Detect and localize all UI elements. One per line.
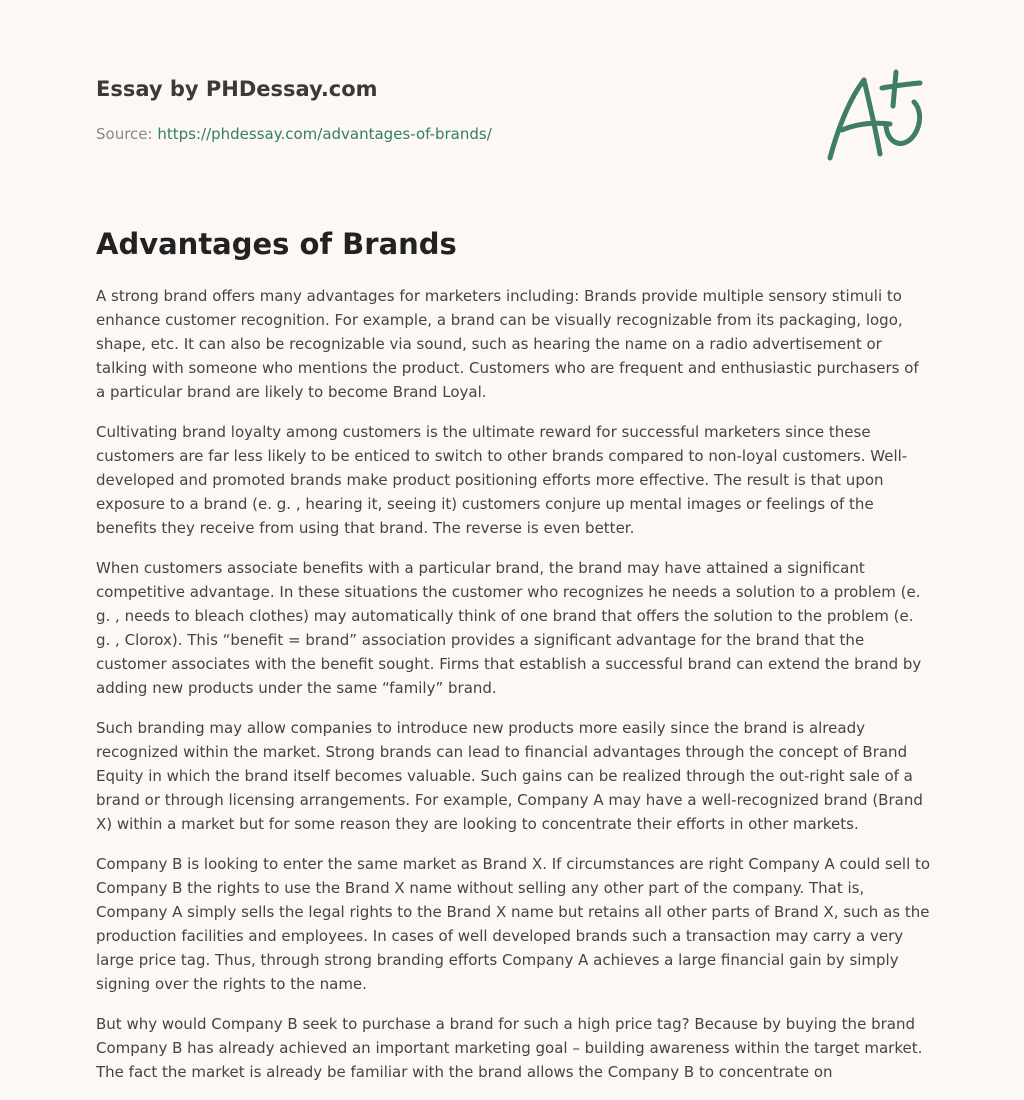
essay-paragraph: But why would Company B seek to purchase a brand for such a high price tag? Because by buying the brand Company B has already achieved an important marketing goal – building awareness within the target market. The fact the market is already be familiar with the brand allows the Company B to concentrate on: [96, 1015, 923, 1081]
essay-paragraph: A strong brand offers many advantages for marketers including: Brands provide multiple sensory stimuli to enhance customer recognition. For example, a brand can be visually recognizable from its packaging, logo, shape, etc. It can also be recognizable via sound, such as hearing the name on a radio advertisement or talking with someone who mentions the product. Customers who are frequent and enthusiastic purchasers of a particular brand are likely to become Brand Loyal.: [96, 287, 919, 401]
source-label: Source:: [96, 125, 153, 143]
essay-paragraph: Company B is looking to enter the same market as Brand X. If circumstances are right Company A could sell to Company B the rights to use the Brand X name without selling any other part of the company. That is, Company A simply sells the legal rights to the Brand X name but retains all other parts of Brand X, such as the production facilities and employees. In cases of well developed brands such a transaction may carry a very large price tag. Thus, through strong branding efforts Company A achieves a large financial gain by simply signing over the rights to the name.: [96, 855, 931, 993]
essay-title: Advantages of Brands: [96, 227, 457, 261]
source-line: [96, 124, 928, 144]
essay-paragraph: Cultivating brand loyalty among customers is the ultimate reward for successful marketers since these customers are far less likely to be enticed to switch to other brands compared to non-loyal customers. Well-developed and promoted brands make product positioning efforts more effective. The result is that upon exposure to a brand (e. g. , hearing it, seeing it) customers conjure up mental images or feelings of the benefits they receive from using that brand. The reverse is even better.: [96, 423, 908, 537]
essay-body: [96, 284, 932, 1100]
source-link[interactable]: https://phdessay.com/advantages-of-brands/: [157, 125, 492, 143]
essay-paragraph: When customers associate benefits with a particular brand, the brand may have attained a significant competitive advantage. In these situations the customer who recognizes he needs a solution to a problem (e. g. , needs to bleach clothes) may automatically think of one brand that offers the solution to the problem (e. g. , Clorox). This “benefit = brand” association provides a significant advantage for the brand that the customer associates with the benefit sought. Firms that establish a successful brand can extend the brand by adding new products under the same “family” brand.: [96, 559, 922, 697]
page-header: [96, 74, 928, 144]
a-plus-logo-icon: [820, 66, 930, 166]
essay-paragraph: Such branding may allow companies to introduce new products more easily since the brand is already recognized within the market. Strong brands can lead to financial advantages through the concept of Brand Equity in which the brand itself becomes valuable. Such gains can be realized through the out-right sale of a brand or through licensing arrangements. For example, Company A may have a well-recognized brand (Brand X) within a market but for some reason they are looking to concentrate their efforts in other markets.: [96, 719, 923, 833]
a-plus-logo-svg: [820, 66, 930, 166]
site-title: Essay by PHDessay.com: [96, 77, 378, 101]
